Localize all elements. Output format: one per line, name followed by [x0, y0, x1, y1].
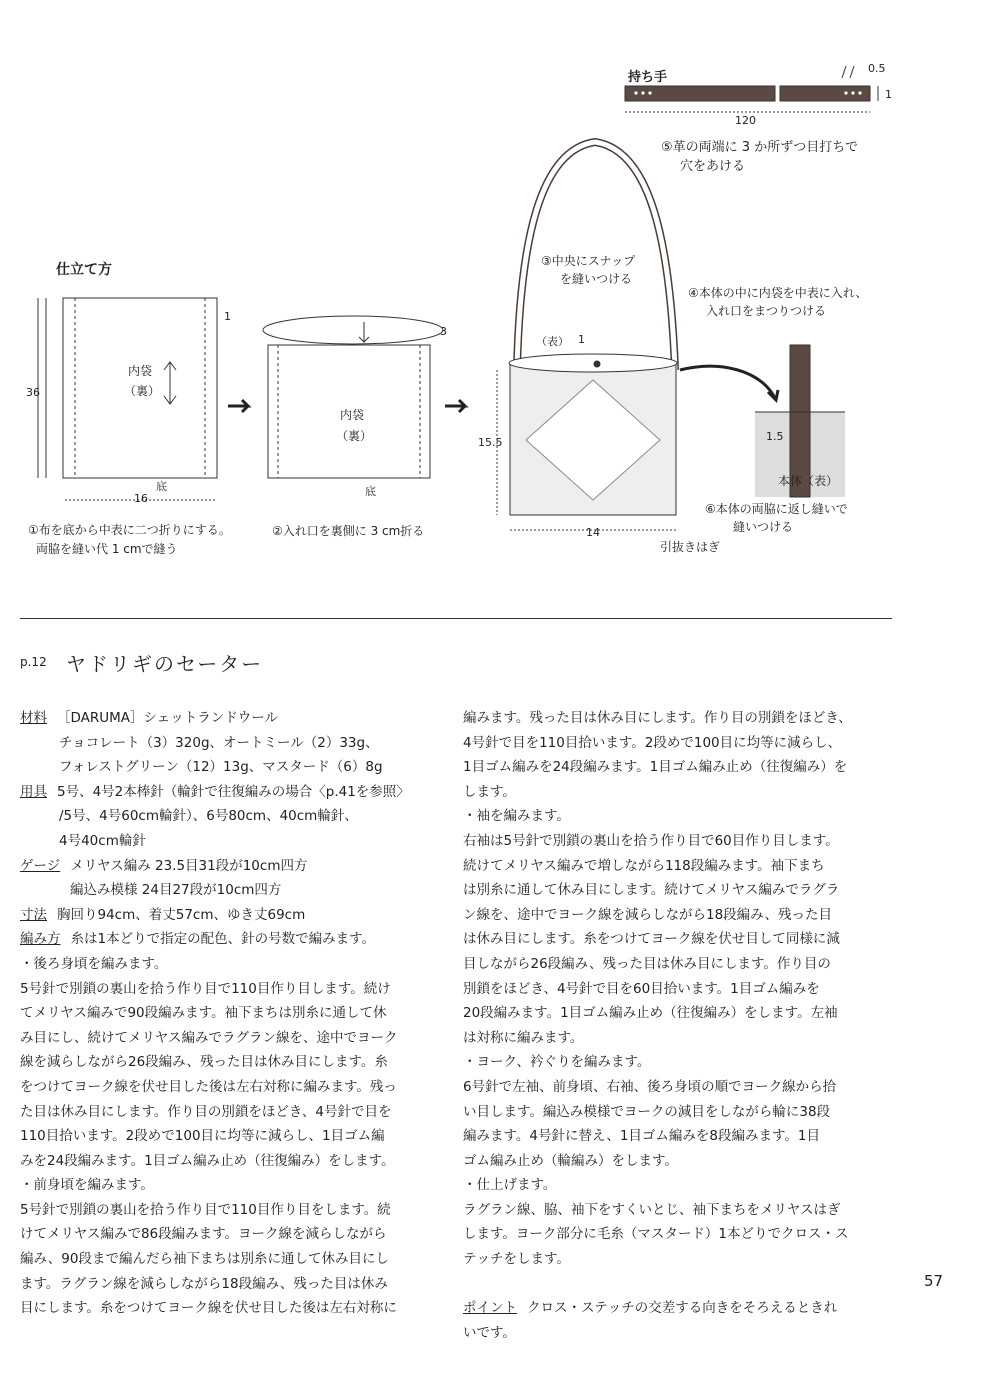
dim-1-label: 1: [224, 310, 231, 323]
dim-3-label: 3: [440, 325, 447, 338]
instruction-text: ・袖を編みます。: [463, 808, 570, 825]
instruction-text: 編込み模様 24目27段が10cm四方: [70, 882, 282, 899]
omote-label: （表）: [536, 335, 569, 348]
instruction-text: /5号、4号60cm輪針）、6号80cm、40cm輪針、: [59, 808, 358, 825]
instruction-text: 6号針で左袖、前身頃、右袖、後ろ身頃の順でヨーク線から拾: [463, 1078, 837, 1095]
instruction-line: [463, 903, 893, 928]
instruction-text: 線を減らしながら26段編み、残った目は休み目にします。糸: [20, 1054, 388, 1071]
instruction-line: [20, 927, 440, 952]
instruction-text: 右袖は5号針で別鎖の裏山を拾う作り目で60目作り目します。: [463, 832, 839, 849]
instruction-line: [20, 952, 440, 977]
assembly-title: 仕立て方: [56, 262, 112, 278]
instruction-line: [463, 1296, 893, 1321]
step2-ura-label: （裏）: [336, 429, 373, 443]
instruction-line: [463, 854, 893, 879]
instruction-text: 4号針で目を110目拾います。2段めで100目に均等に減らし、: [463, 734, 842, 751]
instruction-line: [463, 1001, 893, 1026]
instruction-line: [20, 804, 440, 829]
step2-inner-bag-label: 内袋: [340, 408, 365, 422]
instruction-line: [463, 804, 893, 829]
instruction-text: 編みます。4号針に替え、1目ゴム編みを8段編みます。1目: [463, 1128, 821, 1145]
instruction-text: ［DARUMA］シェットランドウール: [57, 710, 278, 726]
instruction-text: 5号針で別鎖の裏山を拾う作り目で110目作り目をします。続: [20, 1201, 391, 1218]
page-reference: p.12: [20, 655, 47, 669]
instruction-text: します。: [463, 783, 516, 800]
note1-line2: 両脇を縫い代 1 cmで縫う: [36, 542, 178, 556]
instruction-line: [463, 878, 893, 903]
instruction-text: ゴム編み止め（輪編み）をします。: [463, 1152, 678, 1169]
instruction-line: [20, 1296, 440, 1321]
instruction-line: [20, 1173, 440, 1198]
instruction-line: [463, 1247, 893, 1272]
instruction-line: [20, 854, 440, 879]
instruction-line: [20, 1001, 440, 1026]
note6-line1: ⑥本体の両脇に返し縫いで: [705, 502, 848, 516]
page-title: ヤドリギのセーター: [66, 652, 264, 676]
instruction-text: ます。ラグラン線を減らしながら18段編み、残った目は休み: [20, 1275, 388, 1292]
dim-36-label: 36: [26, 386, 40, 399]
section-divider: [20, 618, 892, 619]
instruction-line: [20, 1075, 440, 1100]
instruction-line: [463, 977, 893, 1002]
dim-1-5-label: 1.5: [766, 430, 784, 443]
body-label: 本体（表）: [778, 474, 839, 488]
instruction-text: ・後ろ身頃を編みます。: [20, 955, 168, 972]
instruction-text: クロス・ステッチの交差する向きをそろえるときれ: [527, 1300, 838, 1317]
instruction-text: みを24段編みます。1目ゴム編み止め（往復編み）をします。: [20, 1152, 395, 1169]
instruction-line: [20, 1100, 440, 1125]
instruction-line: [463, 927, 893, 952]
page-number: 57: [924, 1272, 944, 1290]
instruction-line: [20, 780, 440, 805]
instruction-line: [463, 1026, 893, 1051]
instruction-text: ・仕上げます。: [463, 1177, 557, 1194]
handle-length-label: 120: [735, 114, 756, 127]
instruction-line: [463, 731, 893, 756]
step1-bag: [38, 298, 217, 500]
instruction-text: てメリヤス編みで90段編みます。袖下まちは別糸に通して休: [20, 1005, 387, 1022]
step1-inner-bag-label: 内袋: [128, 364, 153, 378]
step2-bag: [263, 316, 443, 478]
section-label: ポイント: [463, 1300, 517, 1317]
handle-strip: [625, 86, 870, 101]
step3-dim-1-label: 1: [578, 333, 585, 346]
instruction-text: は対称に編みます。: [463, 1029, 584, 1046]
instruction-line: [463, 1075, 893, 1100]
instruction-line: [463, 1173, 893, 1198]
instruction-text: テッチをします。: [463, 1251, 570, 1268]
dim-16-label: 16: [134, 492, 148, 505]
section-label: 材料: [20, 710, 47, 726]
instruction-line: [463, 755, 893, 780]
instruction-text: 続けてメリヤス編みで増しながら118段編みます。袖下まち: [463, 857, 825, 874]
instruction-text: フォレストグリーン（12）13g、マスタード（6）8g: [59, 759, 383, 776]
instruction-text: 糸は1本どりで指定の配色、針の号数で編みます。: [70, 931, 376, 948]
note6-line2: 縫いつける: [733, 520, 794, 534]
note3-line2: を縫いつける: [560, 272, 633, 286]
instruction-text: み目にし、続けてメリヤス編みでラグラン線を、途中でヨーク: [20, 1029, 398, 1046]
handle-title: 持ち手: [628, 70, 668, 85]
instruction-text: 5号針で別鎖の裏山を拾う作り目で110目作り目します。続け: [20, 980, 391, 997]
step1-bottom-label: 底: [156, 480, 167, 493]
instruction-text: をつけてヨーク線を伏せ目した後は左右対称に編みます。残っ: [20, 1078, 397, 1095]
instruction-line: [463, 952, 893, 977]
instruction-line: [20, 1222, 440, 1247]
instruction-text: た目は休み目にします。作り目の別鎖をほどき、4号針で目を: [20, 1103, 392, 1120]
instruction-text: い目します。編込み模様でヨークの減目をしながら輪に38段: [463, 1103, 831, 1120]
hikinuki-label: 引抜きはぎ: [660, 540, 721, 554]
instruction-line: [20, 1149, 440, 1174]
instruction-text: は別糸に通して休み目にします。続けてメリヤス編みでラグラ: [463, 882, 840, 899]
instruction-line: [463, 1198, 893, 1223]
step1-ura-label: （裏）: [124, 384, 161, 398]
instruction-line: [463, 706, 893, 731]
instruction-line: [20, 1050, 440, 1075]
instruction-line: [463, 1222, 893, 1247]
instruction-text: けてメリヤス編みで86段編みます。ヨーク線を減らしながら: [20, 1226, 387, 1243]
instruction-text: チョコレート（3）320g、オートミール（2）33g、: [59, 734, 379, 751]
instruction-text: 別鎖をほどき、4号針で目を60目拾います。1目ゴム編みを: [463, 980, 820, 997]
instruction-text: します。ヨーク部分に毛糸（マスタード）1本どりでクロス・ス: [463, 1226, 849, 1243]
step3-bag: [497, 142, 677, 530]
instruction-line: [20, 903, 440, 928]
handle-width-label: 0.5: [868, 62, 886, 75]
instruction-text: 1目ゴム編みを24段編みます。1目ゴム編み止め（往復編み）を: [463, 759, 848, 776]
arrow-right-icon: [445, 400, 465, 412]
step2-bottom-label: 底: [365, 485, 376, 498]
instruction-line: [20, 878, 440, 903]
instruction-line: [463, 1050, 893, 1075]
section-label: 用具: [20, 783, 47, 800]
note4-line1: ④本体の中に内袋を中表に入れ、: [688, 286, 868, 300]
instruction-line: [463, 1100, 893, 1125]
section-label: 寸法: [20, 906, 47, 923]
instruction-line: [463, 829, 893, 854]
section-label: 編み方: [20, 931, 61, 948]
instruction-line: [463, 780, 893, 805]
note1-line1: ①布を底から中表に二つ折りにする。: [28, 523, 231, 537]
instruction-text: ・ヨーク、衿ぐりを編みます。: [463, 1054, 651, 1071]
instruction-line: [20, 1124, 440, 1149]
instruction-text: は休み目にします。糸をつけてヨーク線を伏せ目して同様に減: [463, 931, 840, 948]
instruction-text: メリヤス編み 23.5目31段が10cm四方: [70, 857, 308, 874]
dim-14-label: 14: [586, 526, 600, 539]
note5-line1: ⑤革の両端に 3 か所ずつ目打ちで: [661, 140, 859, 155]
instruction-text: 5号、4号2本棒針（輪針で往復編みの場合〈p.41を参照〉: [57, 783, 410, 800]
instruction-text: 目しながら26段編み、残った目は休み目にします。作り目の: [463, 955, 831, 972]
instruction-line: [20, 731, 440, 756]
instruction-line: [20, 829, 440, 854]
note4-line2: 入れ口をまつりつける: [706, 304, 827, 318]
instruction-text: ン線を、途中でヨーク線を減らしながら18段編み、残った目: [463, 906, 832, 923]
instruction-text: 編み、90段まで編んだら袖下まちは別糸に通して休み目にし: [20, 1251, 389, 1268]
note5-line2: 穴をあける: [680, 159, 746, 174]
instruction-line: [463, 1149, 893, 1174]
instruction-line: [463, 1272, 893, 1297]
section-label: ゲージ: [20, 857, 61, 874]
note2: ②入れ口を裏側に 3 cm折る: [272, 524, 425, 538]
instruction-text: 目にします。糸をつけてヨーク線を伏せ目した後は左右対称に: [20, 1300, 397, 1317]
instruction-text: ・前身頃を編みます。: [20, 1177, 154, 1194]
instruction-text: ラグラン線、脇、袖下をすくいとじ、袖下まちをメリヤスはぎ: [463, 1201, 841, 1218]
instruction-text: 20段編みます。1目ゴム編み止め（往復編み）をします。左袖: [463, 1005, 838, 1022]
instruction-line: [20, 755, 440, 780]
assembly-diagram: [0, 0, 997, 600]
instruction-text: 編みます。残った目は休み目にします。作り目の別鎖をほどき、: [463, 710, 852, 726]
right-instructions-column: [463, 706, 893, 1345]
left-instructions-column: [20, 706, 440, 1321]
instruction-text: 胸回り94cm、着丈57cm、ゆき丈69cm: [57, 906, 306, 923]
note3-line1: ③中央にスナップ: [541, 254, 636, 268]
instruction-line: [20, 1026, 440, 1051]
instruction-line: [20, 706, 440, 731]
instruction-text: 110目拾います。2段めで100目に均等に減らし、1目ゴム編: [20, 1128, 385, 1145]
dim-15-5-label: 15.5: [478, 436, 503, 449]
instruction-line: [463, 1321, 893, 1346]
instruction-text: 4号40cm輪針: [59, 832, 146, 849]
instruction-line: [20, 1272, 440, 1297]
instruction-line: [20, 1247, 440, 1272]
arrow-right-icon: [228, 400, 248, 412]
instruction-line: [20, 1198, 440, 1223]
instruction-line: [20, 977, 440, 1002]
handle-height-label: 1: [885, 88, 892, 101]
instruction-line: [463, 1124, 893, 1149]
instruction-text: いです。: [463, 1324, 516, 1341]
